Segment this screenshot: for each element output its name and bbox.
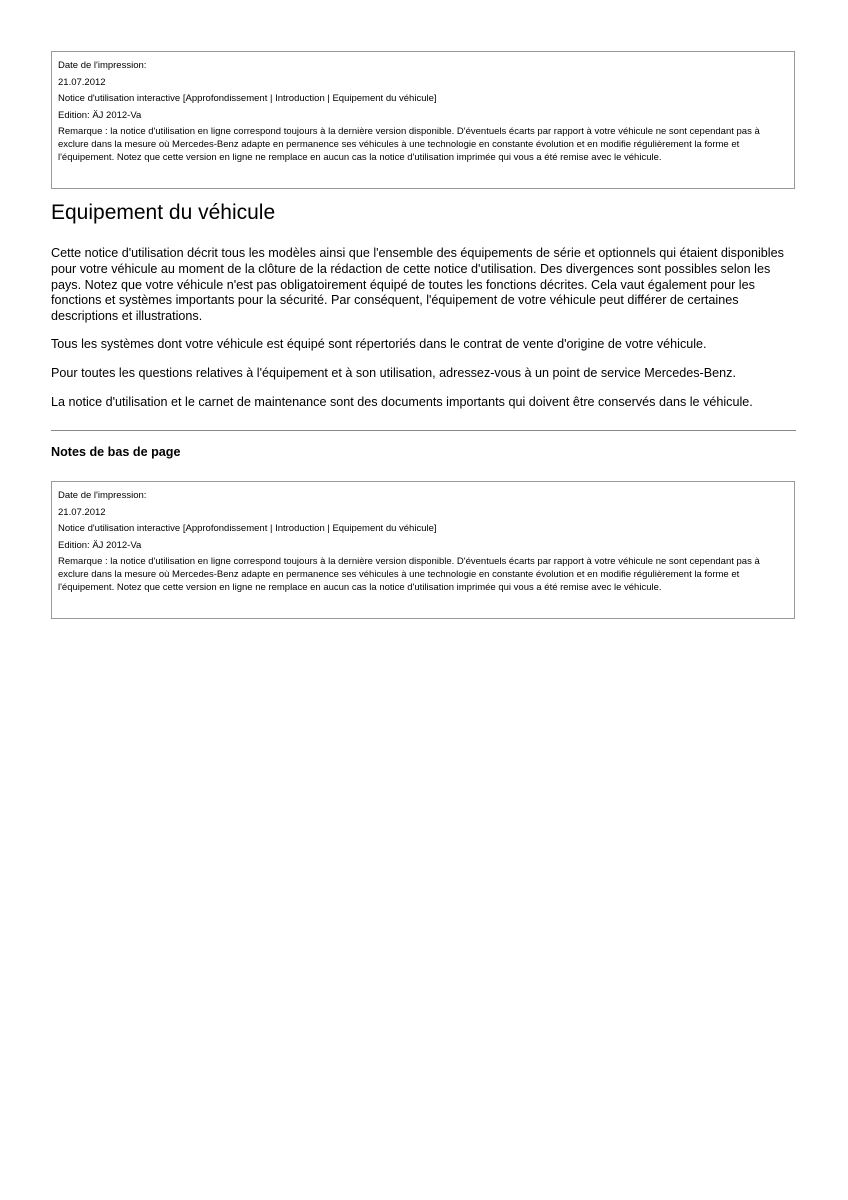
edition-text: Edition: ÄJ 2012-Va [58, 109, 142, 121]
disclaimer-remark: Remarque : la notice d'utilisation en ligne correspond toujours à la dernière version disponible. D'éventuels écarts par rapport à votre véhicule ne sont cependant pas à exclure dans la mesure où Mercedes-Benz adapte en permanence ses véhicules à une technologie en constante évolution et en modifie régulièrement la forme et l'équipement. Notez que cette version en ligne ne remplace en aucun cas la notice d'utilisation imprimée qui vous a été remise avec le véhicule. [58, 556, 760, 593]
page-title: Equipement du véhicule [51, 201, 276, 224]
print-date-value: 21.07.2012 [58, 76, 106, 88]
print-date-label: Date de l'impression: [58, 490, 147, 501]
body-paragraph: Pour toutes les questions relatives à l'équipement et à son utilisation, adressez-vous à un point de service Mercedes-Benz. [51, 366, 736, 380]
disclaimer-remark: Remarque : la notice d'utilisation en ligne correspond toujours à la dernière version disponible. D'éventuels écarts par rapport à votre véhicule ne sont cependant pas à exclure dans la mesure où Mercedes-Benz adapte en permanence ses véhicules à une technologie en constante évolution et en modifie régulièrement la forme et l'équipement. Notez que cette version en ligne ne remplace en aucun cas la notice d'utilisation imprimée qui vous a été remise avec le véhicule. [58, 126, 760, 163]
footnotes-heading: Notes de bas de page [51, 445, 181, 459]
breadcrumb: Notice d'utilisation interactive [Approfondissement | Introduction | Equipement du véhicule] [58, 93, 437, 104]
breadcrumb: Notice d'utilisation interactive [Approfondissement | Introduction | Equipement du véhicule] [58, 523, 437, 534]
edition-text: Edition: ÄJ 2012-Va [58, 539, 142, 551]
print-info-box-footer [51, 481, 795, 619]
print-date-label: Date de l'impression: [58, 60, 147, 71]
body-paragraph: Tous les systèmes dont votre véhicule est équipé sont répertoriés dans le contrat de vente d'origine de votre véhicule. [51, 337, 707, 351]
print-date-value: 21.07.2012 [58, 506, 106, 518]
body-paragraph: Cette notice d'utilisation décrit tous les modèles ainsi que l'ensemble des équipements de série et optionnels qui étaient disponibles pour votre véhicule au moment de la clôture de la rédaction de cette notice d'utilisation. Des divergences sont possibles selon les pays. Notez que votre véhicule n'est pas obligatoirement équipé de toutes les fonctions décrites. Cela vaut également pour les fonctions et systèmes importants pour la sécurité. Par conséquent, l'équipement de votre véhicule peut différer de certaines descriptions et illustrations. [51, 246, 784, 324]
body-paragraph: La notice d'utilisation et le carnet de maintenance sont des documents importants qui doivent être conservés dans le véhicule. [51, 395, 753, 409]
print-info-box-header [51, 51, 795, 189]
section-divider [51, 430, 796, 431]
